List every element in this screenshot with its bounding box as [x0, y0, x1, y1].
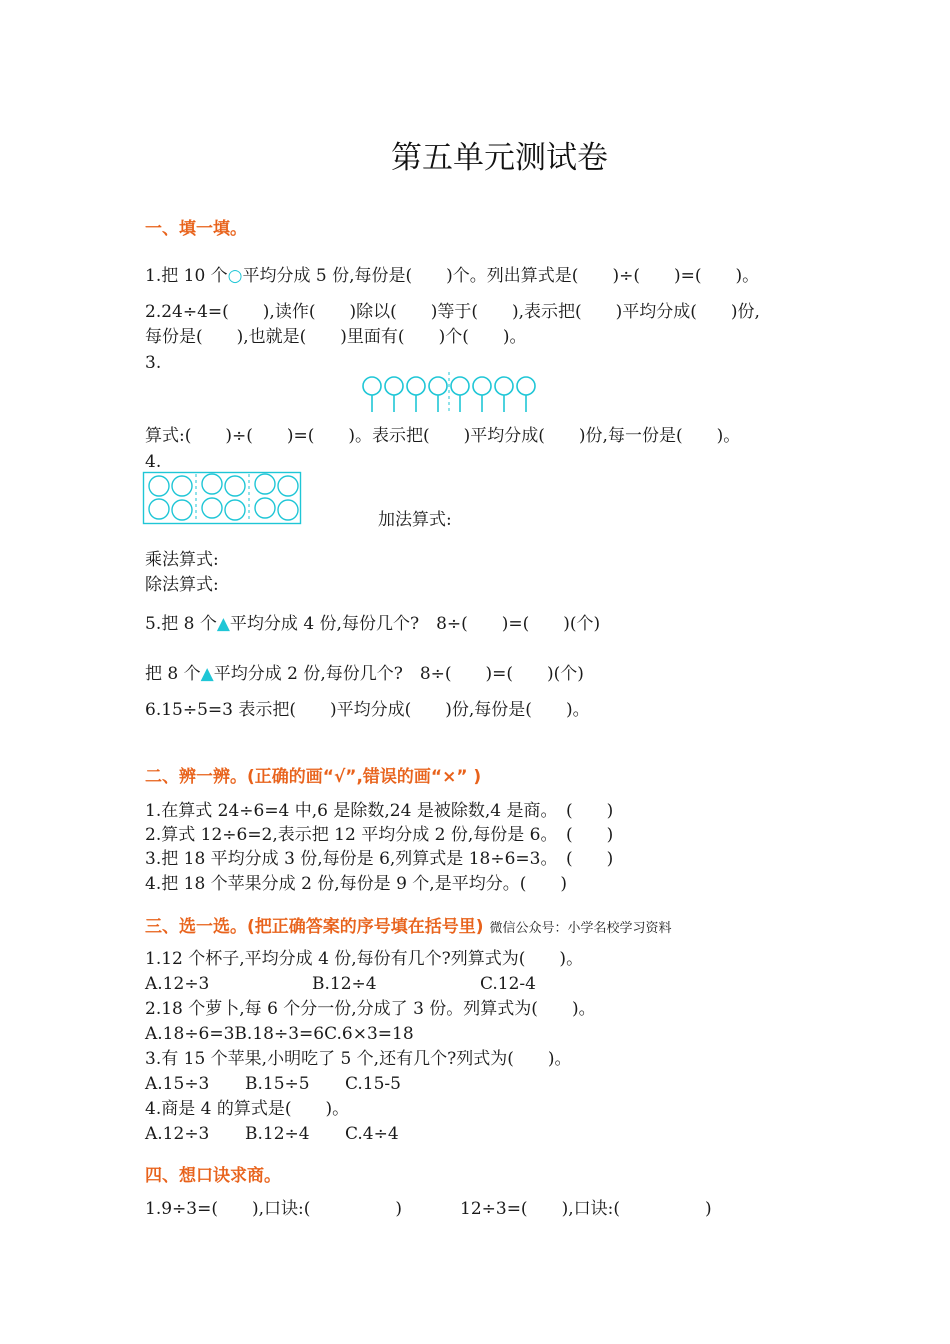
q5-line1-post: 平均分成 4 份,每份几个? 8÷( )=( )(个): [229, 614, 601, 634]
question-1-4-label: 4.: [145, 452, 162, 472]
mnemonic-q1-left: 1.9÷3=( ),口诀:( ): [145, 1199, 403, 1219]
section-1-heading: 一、填一填。: [145, 219, 247, 239]
choice-q4-option-c: C.4÷4: [345, 1124, 399, 1144]
choice-q4-option-b: B.12÷4: [245, 1124, 310, 1144]
mnemonic-q1-right: 12÷3=( ),口诀:( ): [460, 1199, 712, 1219]
triangle-icon: ▲: [200, 664, 214, 684]
q5-line1-pre: 5.把 8 个: [145, 614, 217, 634]
q1-text-post: 平均分成 5 份,每份是( )个。列出算式是( )÷( )=( )。: [242, 266, 760, 286]
question-1-2-line1: 2.24÷4=( ),读作( )除以( )等于( ),表示把( )平均分成( )份,: [145, 302, 760, 322]
section-3-heading-text: 三、选一选。(把正确答案的序号填在括号里): [145, 917, 484, 937]
question-1-5-line1: [145, 612, 600, 636]
choice-q3-option-b: B.15÷5: [245, 1074, 310, 1094]
choice-q4: 4.商是 4 的算式是( )。: [145, 1099, 350, 1119]
choice-q3: 3.有 15 个苹果,小明吃了 5 个,还有几个?列式为( )。: [145, 1049, 572, 1069]
choice-q1-option-b: B.12÷4: [312, 974, 377, 994]
question-1-4-addition: 加法算式:: [378, 510, 452, 530]
choice-q1-option-a: A.12÷3: [145, 974, 210, 994]
judge-item-2: 2.算式 12÷6=2,表示把 12 平均分成 2 份,每份是 6。 ( ): [145, 825, 614, 845]
question-1-1: [145, 264, 759, 288]
triangle-icon: ▲: [216, 614, 230, 634]
choice-q3-option-c: C.15-5: [345, 1074, 401, 1094]
question-1-2-line2: 每份是( ),也就是( )里面有( )个( )。: [145, 327, 527, 347]
choice-q4-option-a: A.12÷3: [145, 1124, 210, 1144]
section-2-heading: 二、辨一辨。(正确的画“√”,错误的画“×” ): [145, 767, 482, 787]
q5-line2-post: 平均分成 2 份,每份几个? 8÷( )=( )(个): [213, 664, 584, 684]
choice-q3-option-a: A.15÷3: [145, 1074, 210, 1094]
choice-q2-options: A.18÷6=3B.18÷3=6C.6×3=18: [145, 1024, 414, 1044]
page-title: 第五单元测试卷: [391, 140, 608, 176]
q1-text-pre: 1.把 10 个: [145, 266, 228, 286]
q5-line2-pre: 把 8 个: [145, 664, 201, 684]
choice-q1-option-c: C.12-4: [480, 974, 536, 994]
question-1-6: 6.15÷5=3 表示把( )平均分成( )份,每份是( )。: [145, 700, 590, 720]
choice-q1: 1.12 个杯子,平均分成 4 份,每份有几个?列算式为( )。: [145, 949, 584, 969]
question-1-3-label: 3.: [145, 353, 162, 373]
judge-item-3: 3.把 18 平均分成 3 份,每份是 6,列算式是 18÷6=3。 ( ): [145, 849, 614, 869]
section-4-heading: 四、想口诀求商。: [145, 1166, 281, 1186]
judge-item-1: 1.在算式 24÷6=4 中,6 是除数,24 是被除数,4 是商。 ( ): [145, 801, 614, 821]
circle-icon: ○: [227, 266, 243, 286]
question-1-3-formula: 算式:( )÷( )=( )。表示把( )平均分成( )份,每一份是( )。: [145, 426, 741, 446]
watermark-note: 微信公众号：小学名校学习资料: [489, 921, 672, 936]
section-3-heading: [145, 912, 671, 937]
choice-q2: 2.18 个萝卜,每 6 个分一份,分成了 3 份。列算式为( )。: [145, 999, 596, 1019]
question-1-5-line2: [145, 662, 584, 686]
circle-groups-figure: [143, 472, 301, 524]
judge-item-4: 4.把 18 个苹果分成 2 份,每份是 9 个,是平均分。( ): [145, 874, 567, 894]
question-1-4-multiplication: 乘法算式:: [145, 550, 219, 570]
question-1-4-division: 除法算式:: [145, 575, 219, 595]
lollipop-figure: [358, 372, 538, 417]
